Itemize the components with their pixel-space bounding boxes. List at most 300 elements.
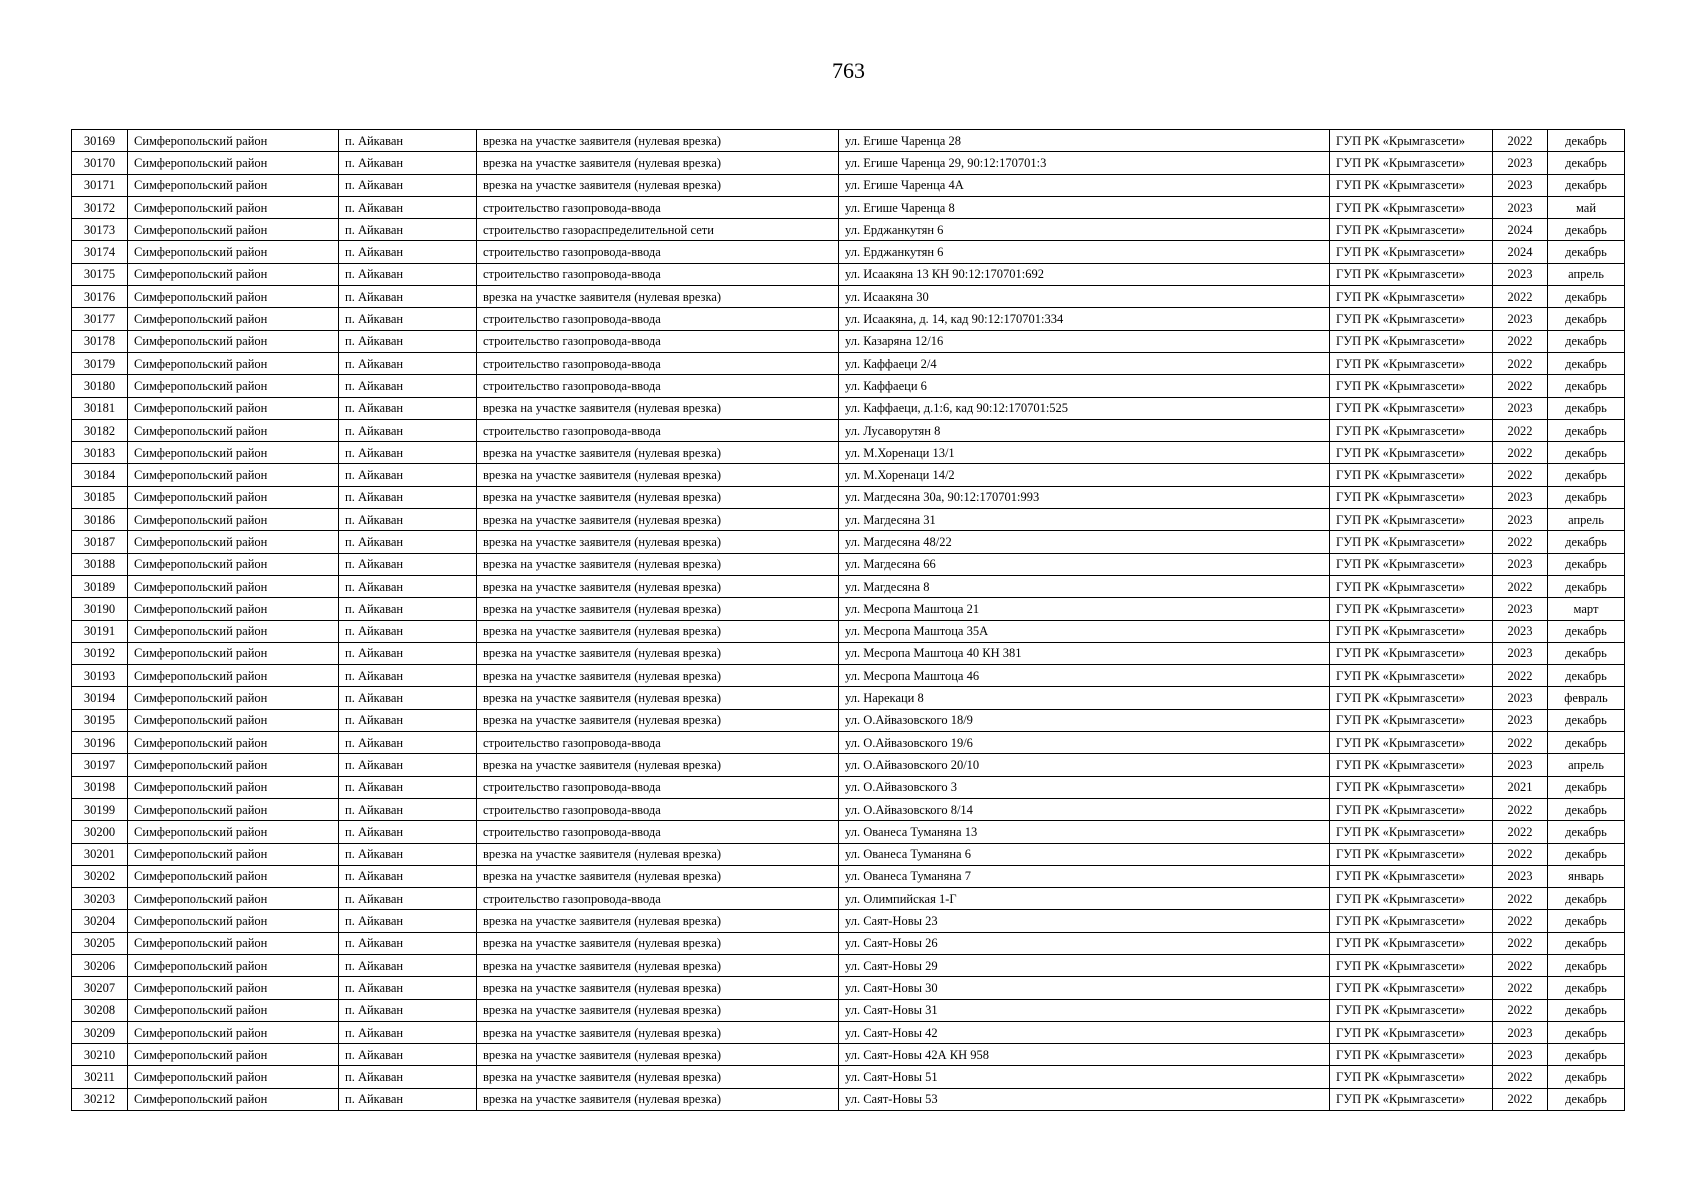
- cell-address: ул. Егише Чаренца 29, 90:12:170701:3: [839, 152, 1330, 174]
- cell-address: ул. Казаряна 12/16: [839, 330, 1330, 352]
- cell-year: 2022: [1493, 977, 1548, 999]
- cell-organization: ГУП РК «Крымгазсети»: [1330, 308, 1493, 330]
- cell-district: Симферопольский район: [128, 843, 339, 865]
- cell-settlement: п. Айкаван: [339, 999, 477, 1021]
- cell-address: ул. Саят-Новы 42А КН 958: [839, 1044, 1330, 1066]
- cell-address: ул. Каффаеци 2/4: [839, 352, 1330, 374]
- cell-row-number: 30186: [72, 509, 128, 531]
- cell-settlement: п. Айкаван: [339, 977, 477, 999]
- table-row: [72, 865, 1625, 887]
- cell-work-type: строительство газопровода-ввода: [477, 732, 839, 754]
- cell-district: Симферопольский район: [128, 977, 339, 999]
- table-row: [72, 219, 1625, 241]
- cell-settlement: п. Айкаван: [339, 1088, 477, 1110]
- cell-organization: ГУП РК «Крымгазсети»: [1330, 954, 1493, 976]
- cell-address: ул. Саят-Новы 29: [839, 954, 1330, 976]
- cell-district: Симферопольский район: [128, 642, 339, 664]
- cell-month: декабрь: [1548, 442, 1625, 464]
- cell-month: декабрь: [1548, 843, 1625, 865]
- cell-work-type: врезка на участке заявителя (нулевая врезка): [477, 665, 839, 687]
- table-row: [72, 798, 1625, 820]
- cell-district: Симферопольский район: [128, 598, 339, 620]
- cell-district: Симферопольский район: [128, 665, 339, 687]
- cell-work-type: врезка на участке заявителя (нулевая врезка): [477, 397, 839, 419]
- table-row: [72, 598, 1625, 620]
- cell-work-type: врезка на участке заявителя (нулевая врезка): [477, 531, 839, 553]
- cell-work-type: врезка на участке заявителя (нулевая врезка): [477, 1021, 839, 1043]
- cell-organization: ГУП РК «Крымгазсети»: [1330, 330, 1493, 352]
- cell-settlement: п. Айкаван: [339, 665, 477, 687]
- cell-month: декабрь: [1548, 330, 1625, 352]
- cell-organization: ГУП РК «Крымгазсети»: [1330, 531, 1493, 553]
- cell-district: Симферопольский район: [128, 509, 339, 531]
- cell-month: декабрь: [1548, 152, 1625, 174]
- cell-address: ул. Егише Чаренца 28: [839, 130, 1330, 152]
- cell-organization: ГУП РК «Крымгазсети»: [1330, 1088, 1493, 1110]
- cell-address: ул. Саят-Новы 53: [839, 1088, 1330, 1110]
- cell-work-type: врезка на участке заявителя (нулевая врезка): [477, 575, 839, 597]
- cell-row-number: 30204: [72, 910, 128, 932]
- cell-year: 2022: [1493, 1088, 1548, 1110]
- table-row: [72, 665, 1625, 687]
- table-row: [72, 442, 1625, 464]
- cell-work-type: строительство газопровода-ввода: [477, 330, 839, 352]
- cell-work-type: врезка на участке заявителя (нулевая врезка): [477, 509, 839, 531]
- cell-year: 2023: [1493, 598, 1548, 620]
- cell-year: 2022: [1493, 665, 1548, 687]
- table-row: [72, 843, 1625, 865]
- cell-address: ул. Исаакяна, д. 14, кад 90:12:170701:334: [839, 308, 1330, 330]
- cell-district: Симферопольский район: [128, 152, 339, 174]
- cell-year: 2022: [1493, 531, 1548, 553]
- cell-district: Симферопольский район: [128, 798, 339, 820]
- cell-month: декабрь: [1548, 130, 1625, 152]
- cell-row-number: 30197: [72, 754, 128, 776]
- cell-organization: ГУП РК «Крымгазсети»: [1330, 263, 1493, 285]
- cell-row-number: 30177: [72, 308, 128, 330]
- cell-month: декабрь: [1548, 1088, 1625, 1110]
- table-row: [72, 1088, 1625, 1110]
- cell-month: декабрь: [1548, 910, 1625, 932]
- cell-row-number: 30188: [72, 553, 128, 575]
- cell-year: 2022: [1493, 575, 1548, 597]
- cell-year: 2022: [1493, 330, 1548, 352]
- cell-district: Симферопольский район: [128, 464, 339, 486]
- cell-year: 2023: [1493, 174, 1548, 196]
- cell-month: декабрь: [1548, 798, 1625, 820]
- cell-settlement: п. Айкаван: [339, 442, 477, 464]
- cell-settlement: п. Айкаван: [339, 776, 477, 798]
- cell-month: декабрь: [1548, 776, 1625, 798]
- cell-month: декабрь: [1548, 709, 1625, 731]
- cell-year: 2023: [1493, 1021, 1548, 1043]
- cell-address: ул. Нарекаци 8: [839, 687, 1330, 709]
- cell-settlement: п. Айкаван: [339, 709, 477, 731]
- cell-month: декабрь: [1548, 375, 1625, 397]
- cell-address: ул. Ерджанкутян 6: [839, 241, 1330, 263]
- cell-year: 2023: [1493, 754, 1548, 776]
- cell-district: Симферопольский район: [128, 442, 339, 464]
- cell-settlement: п. Айкаван: [339, 1021, 477, 1043]
- cell-settlement: п. Айкаван: [339, 486, 477, 508]
- cell-month: май: [1548, 196, 1625, 218]
- cell-settlement: п. Айкаван: [339, 798, 477, 820]
- cell-organization: ГУП РК «Крымгазсети»: [1330, 553, 1493, 575]
- cell-district: Симферопольский район: [128, 888, 339, 910]
- cell-organization: ГУП РК «Крымгазсети»: [1330, 910, 1493, 932]
- cell-organization: ГУП РК «Крымгазсети»: [1330, 665, 1493, 687]
- cell-settlement: п. Айкаван: [339, 575, 477, 597]
- cell-work-type: врезка на участке заявителя (нулевая врезка): [477, 464, 839, 486]
- cell-district: Симферопольский район: [128, 174, 339, 196]
- table-row: [72, 620, 1625, 642]
- cell-month: декабрь: [1548, 575, 1625, 597]
- cell-month: декабрь: [1548, 241, 1625, 263]
- cell-organization: ГУП РК «Крымгазсети»: [1330, 821, 1493, 843]
- cell-year: 2023: [1493, 1044, 1548, 1066]
- cell-month: апрель: [1548, 263, 1625, 285]
- cell-organization: ГУП РК «Крымгазсети»: [1330, 575, 1493, 597]
- cell-work-type: врезка на участке заявителя (нулевая врезка): [477, 910, 839, 932]
- cell-month: декабрь: [1548, 174, 1625, 196]
- cell-address: ул. Магдесяна 8: [839, 575, 1330, 597]
- cell-year: 2022: [1493, 1066, 1548, 1088]
- cell-year: 2022: [1493, 352, 1548, 374]
- cell-row-number: 30202: [72, 865, 128, 887]
- cell-district: Симферопольский район: [128, 575, 339, 597]
- cell-district: Симферопольский район: [128, 732, 339, 754]
- cell-address: ул. Месропа Маштоца 40 КН 381: [839, 642, 1330, 664]
- cell-settlement: п. Айкаван: [339, 152, 477, 174]
- cell-work-type: строительство газопровода-ввода: [477, 375, 839, 397]
- cell-organization: ГУП РК «Крымгазсети»: [1330, 397, 1493, 419]
- cell-month: декабрь: [1548, 286, 1625, 308]
- cell-work-type: строительство газопровода-ввода: [477, 798, 839, 820]
- cell-row-number: 30189: [72, 575, 128, 597]
- cell-district: Симферопольский район: [128, 196, 339, 218]
- table-row: [72, 754, 1625, 776]
- table-row: [72, 330, 1625, 352]
- cell-month: декабрь: [1548, 642, 1625, 664]
- cell-district: Симферопольский район: [128, 352, 339, 374]
- cell-work-type: врезка на участке заявителя (нулевая врезка): [477, 286, 839, 308]
- cell-month: декабрь: [1548, 486, 1625, 508]
- table-row: [72, 486, 1625, 508]
- cell-district: Симферопольский район: [128, 687, 339, 709]
- cell-settlement: п. Айкаван: [339, 196, 477, 218]
- cell-row-number: 30195: [72, 709, 128, 731]
- cell-work-type: врезка на участке заявителя (нулевая врезка): [477, 1044, 839, 1066]
- cell-settlement: п. Айкаван: [339, 732, 477, 754]
- table-row: [72, 1044, 1625, 1066]
- table-row: [72, 999, 1625, 1021]
- cell-settlement: п. Айкаван: [339, 865, 477, 887]
- table-row: [72, 1021, 1625, 1043]
- cell-organization: ГУП РК «Крымгазсети»: [1330, 219, 1493, 241]
- cell-row-number: 30170: [72, 152, 128, 174]
- cell-work-type: врезка на участке заявителя (нулевая врезка): [477, 174, 839, 196]
- cell-row-number: 30172: [72, 196, 128, 218]
- cell-organization: ГУП РК «Крымгазсети»: [1330, 798, 1493, 820]
- cell-district: Симферопольский район: [128, 954, 339, 976]
- cell-row-number: 30178: [72, 330, 128, 352]
- cell-row-number: 30190: [72, 598, 128, 620]
- cell-work-type: врезка на участке заявителя (нулевая врезка): [477, 642, 839, 664]
- cell-organization: ГУП РК «Крымгазсети»: [1330, 888, 1493, 910]
- cell-work-type: врезка на участке заявителя (нулевая врезка): [477, 1088, 839, 1110]
- cell-year: 2022: [1493, 888, 1548, 910]
- cell-row-number: 30181: [72, 397, 128, 419]
- cell-work-type: врезка на участке заявителя (нулевая врезка): [477, 709, 839, 731]
- cell-row-number: 30209: [72, 1021, 128, 1043]
- table-row: [72, 464, 1625, 486]
- cell-district: Симферопольский район: [128, 397, 339, 419]
- cell-month: декабрь: [1548, 1066, 1625, 1088]
- cell-organization: ГУП РК «Крымгазсети»: [1330, 464, 1493, 486]
- cell-row-number: 30210: [72, 1044, 128, 1066]
- cell-work-type: строительство газопровода-ввода: [477, 776, 839, 798]
- cell-month: декабрь: [1548, 397, 1625, 419]
- cell-settlement: п. Айкаван: [339, 888, 477, 910]
- cell-settlement: п. Айкаван: [339, 375, 477, 397]
- cell-work-type: строительство газопровода-ввода: [477, 419, 839, 441]
- cell-month: апрель: [1548, 754, 1625, 776]
- cell-district: Симферопольский район: [128, 865, 339, 887]
- cell-settlement: п. Айкаван: [339, 620, 477, 642]
- cell-district: Симферопольский район: [128, 1088, 339, 1110]
- cell-organization: ГУП РК «Крымгазсети»: [1330, 352, 1493, 374]
- cell-year: 2023: [1493, 152, 1548, 174]
- cell-address: ул. Магдесяна 31: [839, 509, 1330, 531]
- cell-month: апрель: [1548, 509, 1625, 531]
- cell-address: ул. Лусаворутян 8: [839, 419, 1330, 441]
- cell-month: декабрь: [1548, 977, 1625, 999]
- cell-year: 2022: [1493, 932, 1548, 954]
- cell-address: ул. Егише Чаренца 8: [839, 196, 1330, 218]
- cell-address: ул. Месропа Маштоца 46: [839, 665, 1330, 687]
- cell-district: Симферопольский район: [128, 1066, 339, 1088]
- cell-address: ул. Магдесяна 30а, 90:12:170701:993: [839, 486, 1330, 508]
- cell-month: декабрь: [1548, 464, 1625, 486]
- table-row: [72, 375, 1625, 397]
- table-row: [72, 286, 1625, 308]
- cell-row-number: 30208: [72, 999, 128, 1021]
- cell-work-type: врезка на участке заявителя (нулевая врезка): [477, 620, 839, 642]
- cell-address: ул. Олимпийская 1-Г: [839, 888, 1330, 910]
- cell-address: ул. Саят-Новы 23: [839, 910, 1330, 932]
- cell-work-type: врезка на участке заявителя (нулевая врезка): [477, 130, 839, 152]
- cell-work-type: врезка на участке заявителя (нулевая врезка): [477, 843, 839, 865]
- cell-work-type: врезка на участке заявителя (нулевая врезка): [477, 954, 839, 976]
- cell-address: ул. Ерджанкутян 6: [839, 219, 1330, 241]
- cell-settlement: п. Айкаван: [339, 910, 477, 932]
- cell-organization: ГУП РК «Крымгазсети»: [1330, 932, 1493, 954]
- cell-settlement: п. Айкаван: [339, 174, 477, 196]
- cell-settlement: п. Айкаван: [339, 1066, 477, 1088]
- cell-address: ул. Саят-Новы 31: [839, 999, 1330, 1021]
- cell-address: ул. Магдесяна 66: [839, 553, 1330, 575]
- cell-district: Симферопольский район: [128, 932, 339, 954]
- cell-year: 2024: [1493, 219, 1548, 241]
- table-row: [72, 821, 1625, 843]
- cell-year: 2022: [1493, 419, 1548, 441]
- cell-settlement: п. Айкаван: [339, 464, 477, 486]
- cell-row-number: 30211: [72, 1066, 128, 1088]
- cell-year: 2023: [1493, 263, 1548, 285]
- cell-work-type: строительство газопровода-ввода: [477, 821, 839, 843]
- cell-address: ул. О.Айвазовского 3: [839, 776, 1330, 798]
- cell-row-number: 30199: [72, 798, 128, 820]
- cell-district: Симферопольский район: [128, 709, 339, 731]
- cell-year: 2023: [1493, 642, 1548, 664]
- cell-row-number: 30175: [72, 263, 128, 285]
- cell-organization: ГУП РК «Крымгазсети»: [1330, 130, 1493, 152]
- cell-address: ул. О.Айвазовского 8/14: [839, 798, 1330, 820]
- cell-address: ул. Каффаеци 6: [839, 375, 1330, 397]
- cell-organization: ГУП РК «Крымгазсети»: [1330, 865, 1493, 887]
- gasification-registry-table: [71, 129, 1625, 1111]
- cell-row-number: 30169: [72, 130, 128, 152]
- cell-row-number: 30182: [72, 419, 128, 441]
- table-row: [72, 888, 1625, 910]
- cell-year: 2022: [1493, 798, 1548, 820]
- cell-work-type: врезка на участке заявителя (нулевая врезка): [477, 553, 839, 575]
- cell-month: декабрь: [1548, 1021, 1625, 1043]
- cell-settlement: п. Айкаван: [339, 286, 477, 308]
- cell-organization: ГУП РК «Крымгазсети»: [1330, 843, 1493, 865]
- cell-district: Симферопольский район: [128, 308, 339, 330]
- cell-organization: ГУП РК «Крымгазсети»: [1330, 442, 1493, 464]
- cell-month: декабрь: [1548, 954, 1625, 976]
- cell-address: ул. Исаакяна 13 КН 90:12:170701:692: [839, 263, 1330, 285]
- cell-year: 2023: [1493, 486, 1548, 508]
- cell-month: декабрь: [1548, 419, 1625, 441]
- table-row: [72, 241, 1625, 263]
- cell-row-number: 30173: [72, 219, 128, 241]
- table-row: [72, 553, 1625, 575]
- cell-month: декабрь: [1548, 732, 1625, 754]
- cell-address: ул. Саят-Новы 42: [839, 1021, 1330, 1043]
- cell-settlement: п. Айкаван: [339, 263, 477, 285]
- cell-district: Симферопольский район: [128, 241, 339, 263]
- cell-work-type: врезка на участке заявителя (нулевая врезка): [477, 999, 839, 1021]
- cell-settlement: п. Айкаван: [339, 308, 477, 330]
- cell-work-type: врезка на участке заявителя (нулевая врезка): [477, 442, 839, 464]
- cell-address: ул. Каффаеци, д.1:6, кад 90:12:170701:525: [839, 397, 1330, 419]
- cell-district: Симферопольский район: [128, 754, 339, 776]
- cell-district: Симферопольский район: [128, 375, 339, 397]
- cell-work-type: врезка на участке заявителя (нулевая врезка): [477, 598, 839, 620]
- cell-district: Симферопольский район: [128, 999, 339, 1021]
- cell-work-type: строительство газопровода-ввода: [477, 352, 839, 374]
- cell-row-number: 30191: [72, 620, 128, 642]
- cell-settlement: п. Айкаван: [339, 352, 477, 374]
- cell-address: ул. Ованеса Туманяна 6: [839, 843, 1330, 865]
- cell-year: 2022: [1493, 954, 1548, 976]
- cell-row-number: 30184: [72, 464, 128, 486]
- cell-settlement: п. Айкаван: [339, 241, 477, 263]
- cell-year: 2022: [1493, 130, 1548, 152]
- cell-row-number: 30174: [72, 241, 128, 263]
- cell-district: Симферопольский район: [128, 330, 339, 352]
- table-row: [72, 352, 1625, 374]
- cell-row-number: 30185: [72, 486, 128, 508]
- cell-year: 2021: [1493, 776, 1548, 798]
- cell-organization: ГУП РК «Крымгазсети»: [1330, 999, 1493, 1021]
- cell-row-number: 30196: [72, 732, 128, 754]
- cell-address: ул. Исаакяна 30: [839, 286, 1330, 308]
- cell-month: декабрь: [1548, 932, 1625, 954]
- cell-district: Симферопольский район: [128, 1044, 339, 1066]
- cell-row-number: 30200: [72, 821, 128, 843]
- cell-address: ул. Саят-Новы 30: [839, 977, 1330, 999]
- cell-organization: ГУП РК «Крымгазсети»: [1330, 1044, 1493, 1066]
- cell-organization: ГУП РК «Крымгазсети»: [1330, 687, 1493, 709]
- cell-year: 2022: [1493, 843, 1548, 865]
- cell-settlement: п. Айкаван: [339, 954, 477, 976]
- cell-address: ул. Саят-Новы 26: [839, 932, 1330, 954]
- cell-month: декабрь: [1548, 665, 1625, 687]
- cell-month: декабрь: [1548, 821, 1625, 843]
- cell-year: 2022: [1493, 464, 1548, 486]
- cell-month: февраль: [1548, 687, 1625, 709]
- table-row: [72, 732, 1625, 754]
- cell-month: декабрь: [1548, 219, 1625, 241]
- cell-row-number: 30187: [72, 531, 128, 553]
- cell-settlement: п. Айкаван: [339, 642, 477, 664]
- cell-row-number: 30183: [72, 442, 128, 464]
- cell-address: ул. Ованеса Туманяна 7: [839, 865, 1330, 887]
- cell-settlement: п. Айкаван: [339, 687, 477, 709]
- cell-year: 2023: [1493, 620, 1548, 642]
- cell-row-number: 30192: [72, 642, 128, 664]
- cell-settlement: п. Айкаван: [339, 821, 477, 843]
- cell-district: Симферопольский район: [128, 620, 339, 642]
- table-row: [72, 642, 1625, 664]
- cell-organization: ГУП РК «Крымгазсети»: [1330, 419, 1493, 441]
- cell-address: ул. О.Айвазовского 20/10: [839, 754, 1330, 776]
- cell-organization: ГУП РК «Крымгазсети»: [1330, 1066, 1493, 1088]
- cell-address: ул. Магдесяна 48/22: [839, 531, 1330, 553]
- cell-row-number: 30205: [72, 932, 128, 954]
- cell-address: ул. Егише Чаренца 4А: [839, 174, 1330, 196]
- cell-settlement: п. Айкаван: [339, 419, 477, 441]
- cell-row-number: 30179: [72, 352, 128, 374]
- cell-year: 2023: [1493, 308, 1548, 330]
- cell-year: 2022: [1493, 732, 1548, 754]
- cell-district: Симферопольский район: [128, 130, 339, 152]
- table-row: [72, 397, 1625, 419]
- cell-year: 2023: [1493, 509, 1548, 531]
- cell-district: Симферопольский район: [128, 263, 339, 285]
- cell-organization: ГУП РК «Крымгазсети»: [1330, 152, 1493, 174]
- cell-district: Симферопольский район: [128, 531, 339, 553]
- cell-work-type: врезка на участке заявителя (нулевая врезка): [477, 687, 839, 709]
- cell-organization: ГУП РК «Крымгазсети»: [1330, 486, 1493, 508]
- cell-settlement: п. Айкаван: [339, 1044, 477, 1066]
- table-row: [72, 531, 1625, 553]
- cell-district: Симферопольский район: [128, 776, 339, 798]
- cell-row-number: 30201: [72, 843, 128, 865]
- cell-work-type: строительство газопровода-ввода: [477, 263, 839, 285]
- cell-address: ул. О.Айвазовского 18/9: [839, 709, 1330, 731]
- cell-settlement: п. Айкаван: [339, 598, 477, 620]
- cell-row-number: 30212: [72, 1088, 128, 1110]
- cell-work-type: врезка на участке заявителя (нулевая врезка): [477, 865, 839, 887]
- cell-work-type: строительство газопровода-ввода: [477, 308, 839, 330]
- cell-year: 2022: [1493, 999, 1548, 1021]
- table-row: [72, 1066, 1625, 1088]
